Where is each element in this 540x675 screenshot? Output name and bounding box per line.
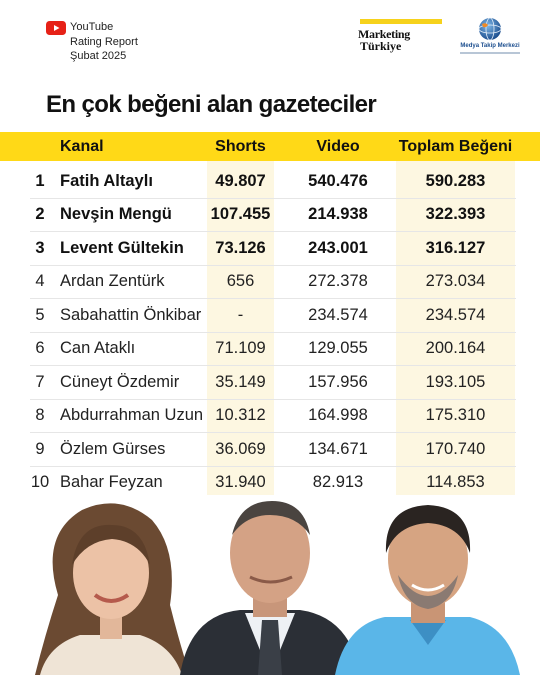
row-video: 134.671 (308, 440, 368, 458)
globe-icon (476, 16, 504, 42)
page-title: En çok beğeni alan gazeteciler (46, 91, 377, 118)
row-name: Bahar Feyzan (60, 473, 163, 491)
row-total: 114.853 (426, 473, 485, 491)
journalist-portraits (0, 495, 540, 675)
row-name: Özlem Gürses (60, 440, 166, 458)
column-header-video: Video (316, 138, 360, 155)
row-total: 175.310 (425, 406, 486, 424)
row-rank: 4 (35, 272, 45, 290)
row-video: 234.574 (308, 306, 368, 324)
row-total: 590.283 (425, 172, 486, 190)
row-shorts: 71.109 (215, 339, 266, 357)
report-period: Şubat 2025 (70, 50, 127, 62)
youtube-play-icon (46, 21, 66, 35)
column-header-total: Toplam Beğeni (398, 138, 513, 155)
row-total: 200.164 (425, 339, 486, 357)
row-video: 157.956 (308, 373, 368, 391)
medya-takip-merkezi-logo: Medya Takip Merkezi (454, 16, 526, 60)
row-video: 164.998 (308, 406, 368, 424)
row-name: Nevşin Mengü (60, 205, 172, 223)
row-shorts: 36.069 (215, 440, 266, 458)
row-shorts: - (237, 306, 244, 324)
row-total: 316.127 (425, 239, 486, 257)
logo-tagline (460, 52, 520, 54)
row-rank: 10 (30, 473, 50, 491)
row-rank: 5 (35, 306, 45, 324)
row-total: 322.393 (425, 205, 486, 223)
row-rank: 7 (35, 373, 45, 391)
column-header-shorts: Shorts (215, 138, 266, 155)
row-total: 170.740 (425, 440, 486, 458)
row-name: Can Ataklı (60, 339, 136, 357)
row-video: 82.913 (312, 473, 364, 491)
row-rank: 1 (35, 172, 45, 190)
report-source: YouTube (70, 21, 114, 33)
row-shorts: 107.455 (210, 205, 271, 223)
row-shorts: 31.940 (215, 473, 266, 491)
row-name: Cüneyt Özdemir (60, 373, 180, 391)
column-header-channel: Kanal (60, 138, 104, 155)
row-rank: 2 (35, 205, 45, 223)
row-name: Levent Gültekin (60, 239, 184, 257)
row-name: Abdurrahman Uzun (60, 406, 204, 424)
logo-accent-bar (360, 19, 442, 24)
row-video: 214.938 (308, 205, 368, 223)
row-shorts: 35.149 (215, 373, 266, 391)
row-video: 129.055 (308, 339, 368, 357)
row-name: Sabahattin Önkibar (60, 306, 202, 324)
row-shorts: 49.807 (215, 172, 266, 190)
row-rank: 8 (35, 406, 45, 424)
portrait-man-suit (180, 501, 360, 675)
row-name: Ardan Zentürk (60, 272, 165, 290)
row-rank: 3 (35, 239, 45, 257)
row-total: 273.034 (425, 272, 486, 290)
row-video: 243.001 (308, 239, 368, 257)
row-shorts: 10.312 (215, 406, 266, 424)
row-video: 540.476 (308, 172, 368, 190)
row-name: Fatih Altaylı (60, 172, 153, 190)
row-shorts: 656 (226, 272, 255, 290)
portrait-woman (35, 503, 190, 675)
report-name: Rating Report (70, 35, 138, 48)
marketing-turkiye-logo: Marketing Türkiye (358, 19, 444, 57)
portrait-man-blue-shirt (335, 505, 520, 675)
row-rank: 6 (35, 339, 45, 357)
row-video: 272.378 (308, 272, 368, 290)
row-total: 193.105 (425, 373, 486, 391)
row-shorts: 73.126 (215, 239, 266, 257)
row-total: 234.574 (425, 306, 486, 324)
row-rank: 9 (35, 440, 45, 458)
